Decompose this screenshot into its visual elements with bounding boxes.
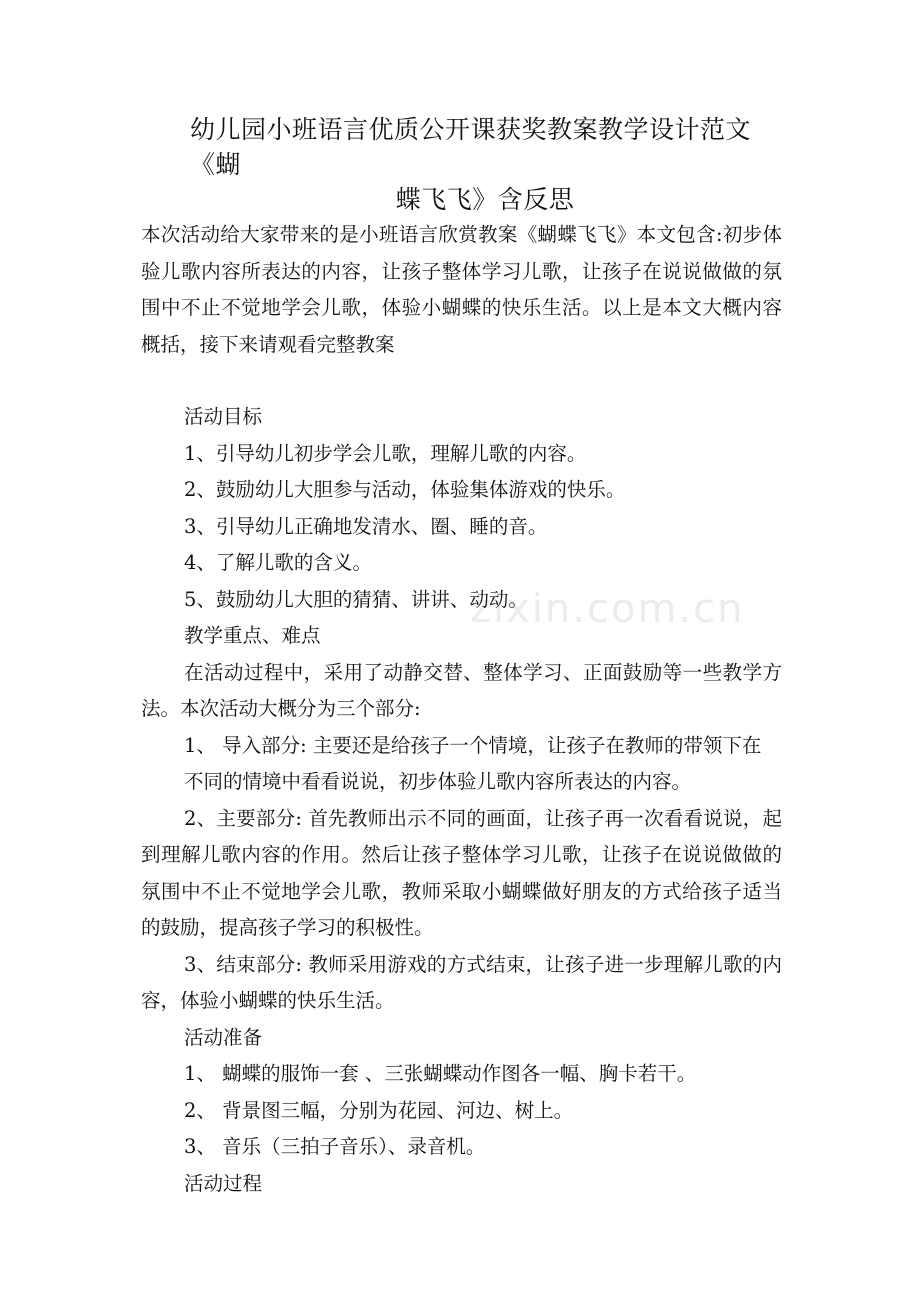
prep-heading: 活动准备 [184,1025,263,1049]
key-paragraph: 在活动过程中，采用了动静交替、整体学习、正面鼓励等一些教学方法。本次活动大概分为三个部分: [141,660,782,720]
prep-item: 3、 音乐（三拍子音乐）、录音机。 [184,1135,486,1158]
goal-item: 1、引导幼儿初步学会儿歌，理解儿歌的内容。 [184,441,587,465]
key-paragraph: 2、主要部分: 首先教师出示不同的画面，让孩子再一次看看说说，起到理解儿歌内容的作用。然后让孩子整体学习儿歌，让孩子在说说做做的氛围中不止不觉地学会儿歌，教师采取小蝴蝶做好朋友的方式给孩子适当的鼓励，提高孩子学习的积极性。 [141,806,782,939]
process-heading: 活动过程 [184,1171,263,1195]
goal-item: 3、引导幼儿正确地发清水、圈、睡的音。 [184,514,548,538]
document-body [141,217,782,1202]
key-paragraph: 不同的情境中看看说说，初步体验儿歌内容所表达的内容。 [184,770,692,793]
key-paragraph: 3、结束部分: 教师采用游戏的方式结束，让孩子进一步理解儿歌的内容，体验小蝴蝶的快乐生活。 [141,952,782,1012]
key-paragraph: 1、 导入部分: 主要还是给孩子一个情境，让孩子在教师的带领下在 [184,733,762,757]
goal-item: 5、鼓励幼儿大胆的猜猜、讲讲、动动。 [184,587,528,611]
goal-item: 4、了解儿歌的含义。 [184,551,372,574]
spacer [141,363,782,399]
goal-item: 2、鼓励幼儿大胆参与活动，体验集体游戏的快乐。 [184,478,626,501]
intro-paragraph: 本次活动给大家带来的是小班语言欣赏教案《蝴蝶飞飞》本文包含:初步体验儿歌内容所表达的内容，让孩子整体学习儿歌，让孩子在说说做做的氛围中不止不觉地学会儿歌，体验小蝴蝶的快乐生活。以上是本文大概内容概括，接下来请观看完整教案 [141,223,782,356]
title-line-2: 蝶飞飞》含反思 [395,185,575,214]
prep-item: 2、 背景图三幅，分别为花园、河边、树上。 [184,1098,574,1122]
goals-heading: 活动目标 [184,405,263,428]
title-line-1: 幼儿园小班语言优质公开课获奖教案教学设计范文《蝴 [190,115,752,179]
document-title [180,112,790,217]
key-heading: 教学重点、难点 [184,624,321,647]
prep-item: 1、 蝴蝶的服饰一套 、三张蝴蝶动作图各一幅、胸卡若干。 [184,1062,697,1085]
watermark: zixin.com.cn [470,586,745,632]
